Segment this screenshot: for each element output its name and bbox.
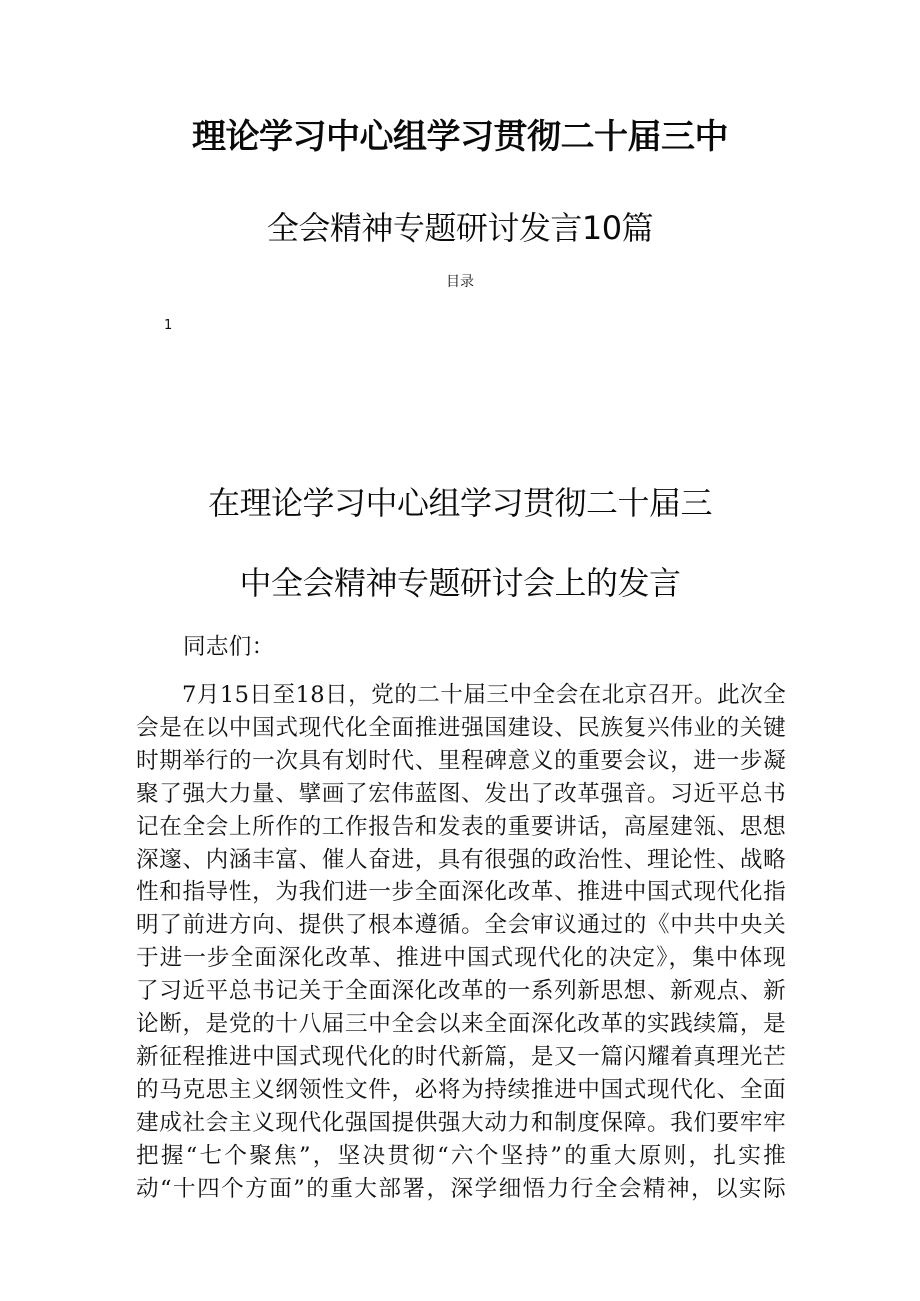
paragraph-line: 记在全会上所作的工作报告和发表的重要讲话，高屋建瓴、思想 [136,813,786,840]
paragraph-line: 的马克思主义纲领性文件，必将为持续推进中国式现代化、全面 [136,1076,786,1103]
paragraph-line: 深邃、内涵丰富、催人奋进，具有很强的政治性、理论性、战略 [136,846,786,873]
paragraph-line: 新征程推进中国式现代化的时代新篇，是又一篇闪耀着真理光芒 [136,1043,786,1070]
paragraph-line: 了习近平总书记关于全面深化改革的一系列新思想、新观点、新 [136,978,786,1005]
paragraph-line: 性和指导性，为我们进一步全面深化改革、推进中国式现代化指 [136,879,786,906]
paragraph-line: 把握“七个聚焦”，坚决贯彻“六个坚持”的重大原则，扎实推 [136,1142,786,1169]
paragraph-line: 于进一步全面深化改革、推进中国式现代化的决定》，集中体现 [136,945,786,972]
salutation: 同志们： [183,634,275,660]
paragraph-line: 动“十四个方面”的重大部署，深学细悟力行全会精神，以实际 [136,1175,786,1202]
paragraph-line: 7月15日至18日，党的二十届三中全会在北京召开。此次全 [182,682,786,708]
document-title-line-1: 理论学习中心组学习贯彻二十届三中 [192,117,728,157]
table-of-contents-label: 目录 [446,274,474,290]
paragraph-line: 聚了强大力量、擘画了宏伟蓝图、发出了改革强音。习近平总书 [136,780,786,807]
article-heading-line-2: 中全会精神专题研讨会上的发言 [239,564,681,602]
paragraph-line: 明了前进方向、提供了根本遵循。全会审议通过的《中共中央关 [136,912,786,939]
toc-page-number: 1 [164,318,173,333]
article-heading-line-1: 在理论学习中心组学习贯彻二十届三 [207,484,712,522]
paragraph-line: 时期举行的一次具有划时代、里程碑意义的重要会议，进一步凝 [136,747,786,774]
paragraph-line: 会是在以中国式现代化全面推进强国建设、民族复兴伟业的关键 [136,714,786,741]
document-title-line-2: 全会精神专题研讨发言10篇 [266,209,654,247]
paragraph-line: 论断，是党的十八届三中全会以来全面深化改革的实践续篇，是 [136,1011,786,1038]
paragraph-line: 建成社会主义现代化强国提供强大动力和制度保障。我们要牢牢 [136,1109,786,1136]
body-paragraph [136,679,786,1206]
